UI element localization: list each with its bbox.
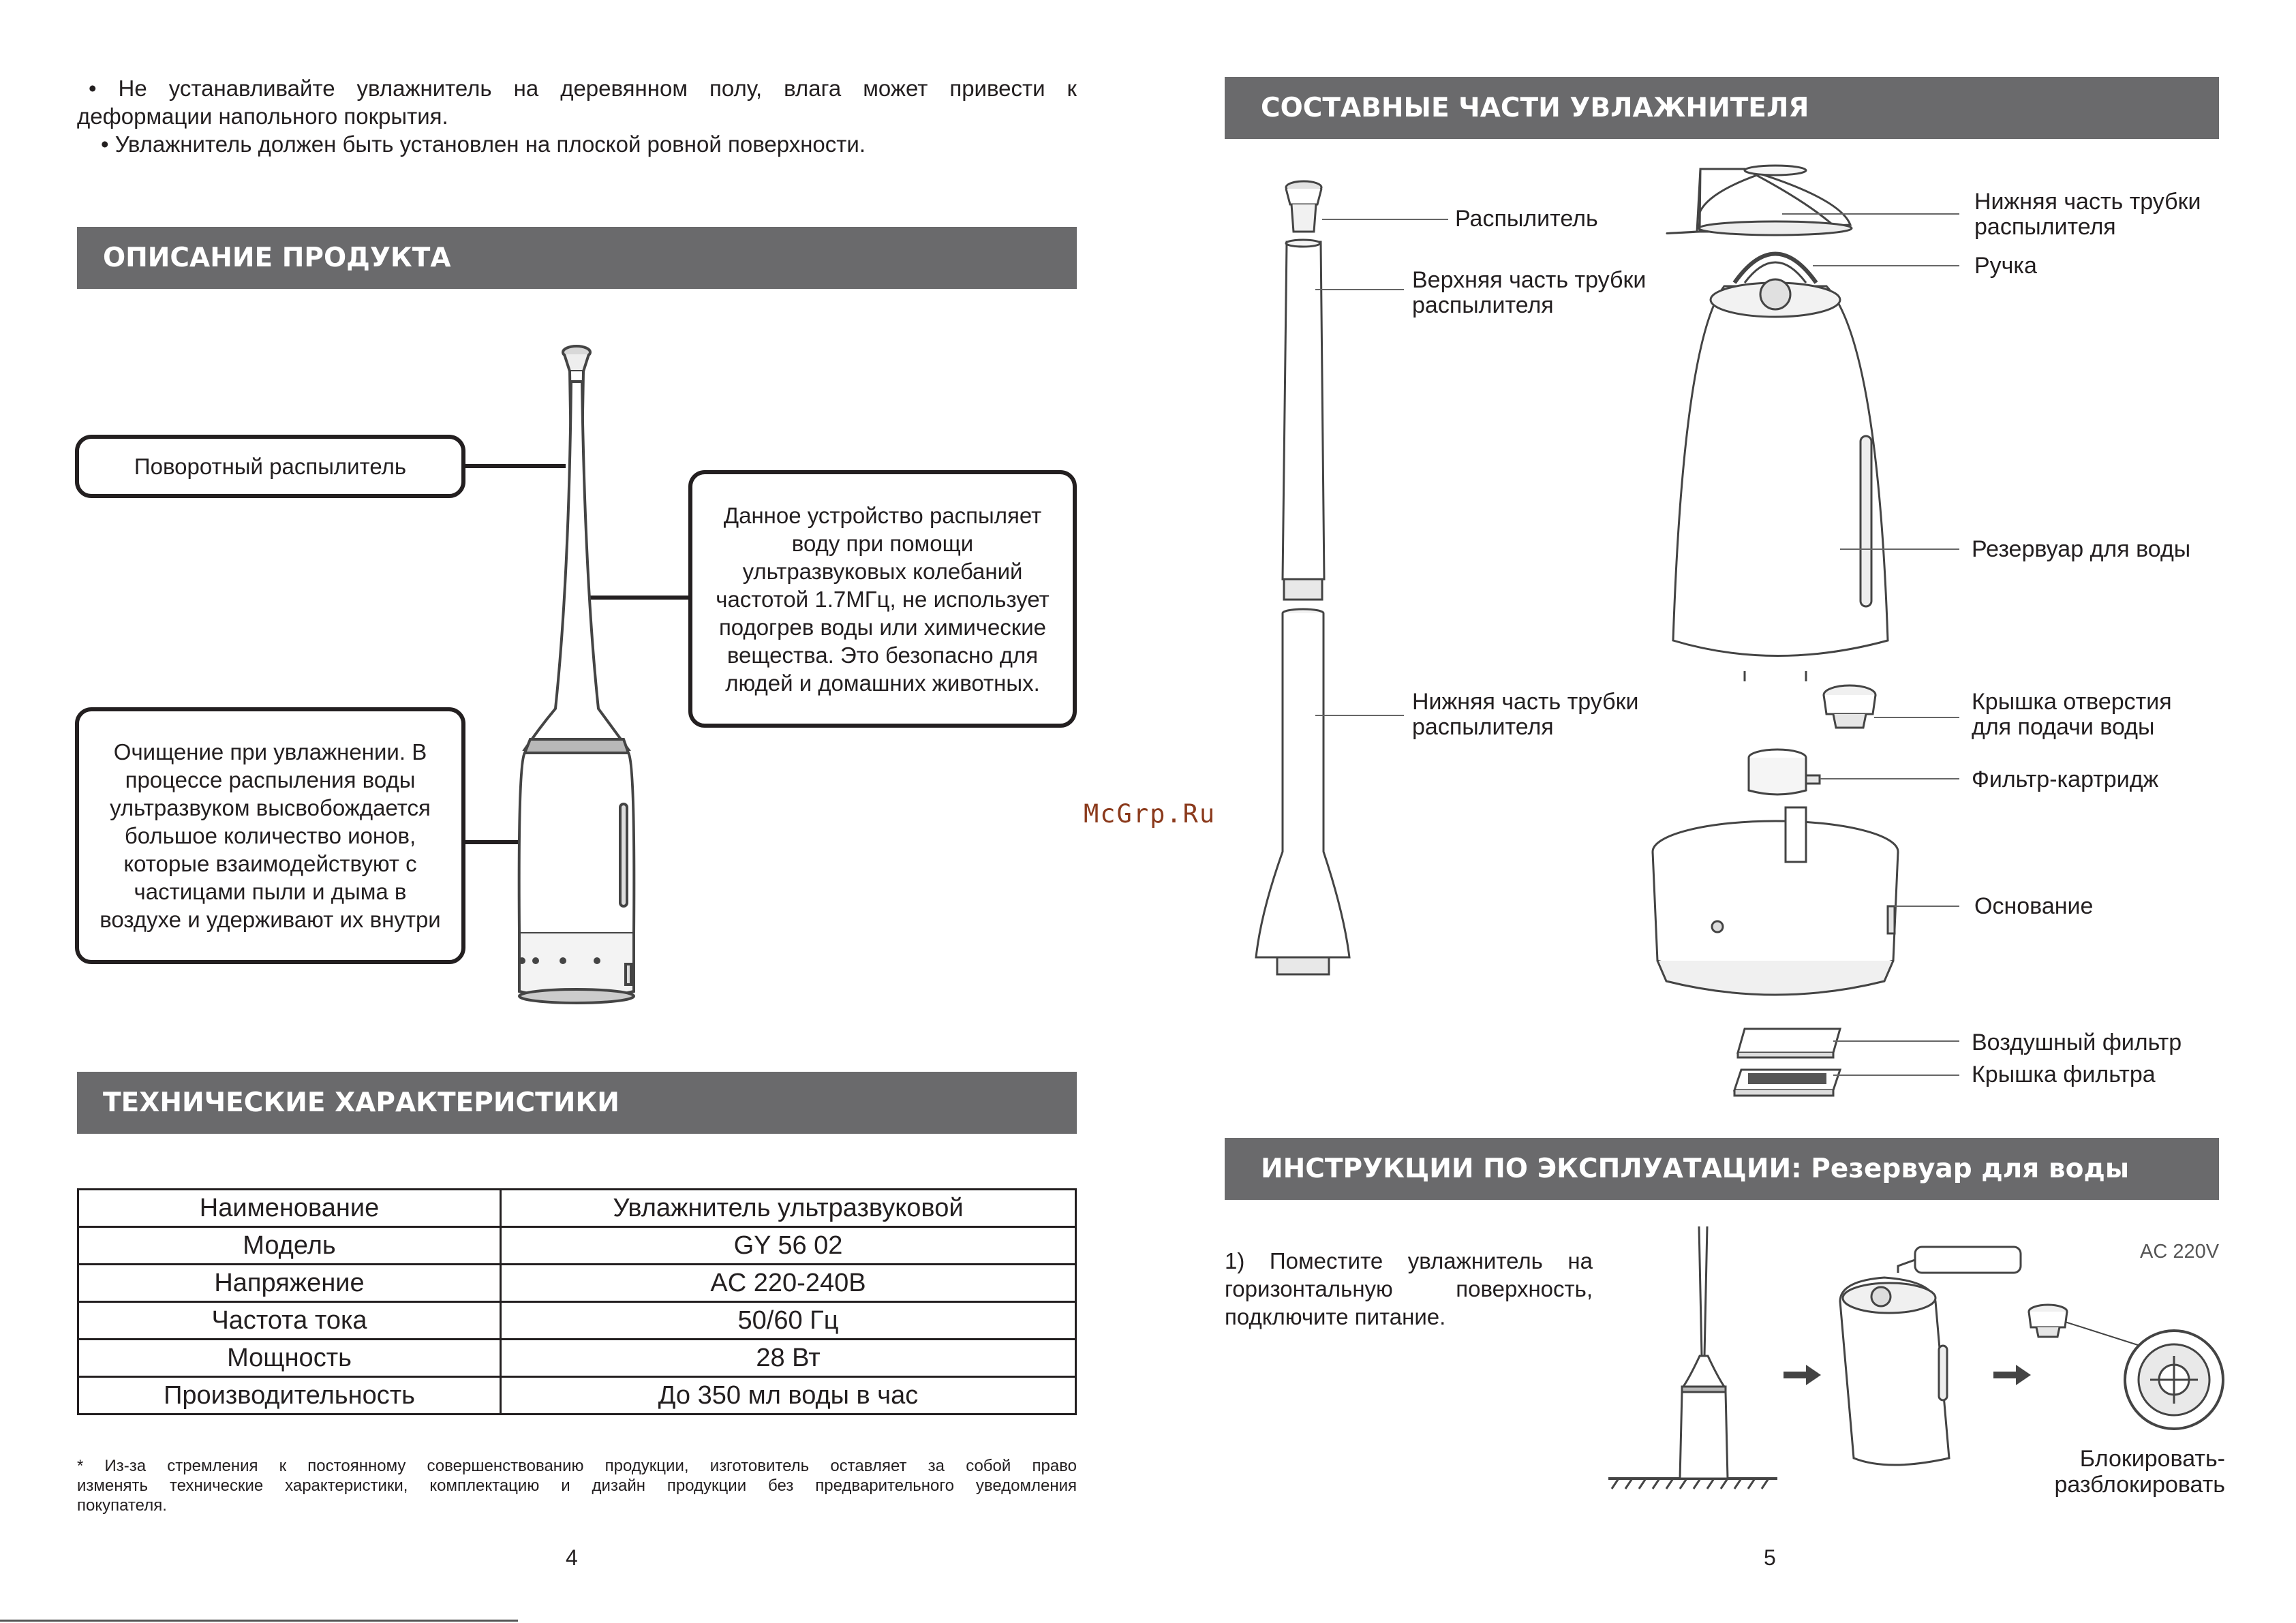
spec-name: Мощность — [78, 1340, 501, 1377]
label-sprayer: Распылитель — [1455, 206, 1598, 232]
filter-cover-icon — [1734, 1070, 1840, 1096]
callout-ionization-info — [75, 707, 465, 964]
callout-rotating-sprayer-text: Поворотный распылитель — [134, 454, 407, 479]
spec-name: Наименование — [78, 1190, 501, 1227]
upper-tube-icon — [1283, 240, 1324, 600]
lock-label-1: Блокировать- — [2079, 1446, 2225, 1472]
page-number-right: 5 — [1764, 1545, 1776, 1570]
base-unit-icon — [1653, 807, 1898, 995]
table-row — [78, 1302, 1076, 1340]
intro-line-1: • Не устанавливайте увлажнитель на деревянном полу, влага может привести к — [89, 76, 1077, 101]
label-tube-base-2: распылителя — [1974, 214, 2116, 240]
section-header-description — [77, 227, 1077, 289]
intro-line-2: деформации напольного покрытия. — [77, 104, 448, 129]
section-header-specs — [77, 1072, 1077, 1134]
label-fill-cap-1: Крышка отверстия — [1972, 689, 2172, 715]
arrow-right-icon — [1993, 1365, 2031, 1385]
label-lower-tube-2: распылителя — [1412, 714, 1554, 740]
spec-name: Напряжение — [78, 1265, 501, 1302]
table-row — [78, 1265, 1076, 1302]
bottom-edge-rule — [0, 1620, 518, 1622]
spec-name: Частота тока — [78, 1302, 501, 1340]
water-tank-icon — [1673, 254, 1888, 682]
section-header-instructions — [1225, 1138, 2219, 1200]
specs-table — [77, 1188, 1077, 1415]
callout-ultrasonic-info — [688, 470, 1077, 728]
spec-value: До 350 мл воды в час — [501, 1377, 1076, 1415]
lock-label-2: разблокировать — [2054, 1472, 2225, 1498]
lock-cap-icon — [2029, 1305, 2223, 1429]
spec-name: Производительность — [78, 1377, 501, 1415]
spec-name: Модель — [78, 1227, 501, 1265]
footnote-line-2: изменять технические характеристики, комплектацию и дизайн продукции без предварительного уведомления — [77, 1477, 1077, 1495]
tube-base-cap-icon — [1667, 166, 1852, 235]
label-tube-base-1: Нижняя часть трубки — [1974, 189, 2201, 215]
fill-cap-icon — [1824, 685, 1876, 728]
section-title-description: ОПИСАНИЕ ПРОДУКТА — [103, 243, 451, 273]
table-row — [78, 1340, 1076, 1377]
page-number-left: 4 — [566, 1545, 578, 1570]
spec-value: AC 220-240В — [501, 1265, 1076, 1302]
air-filter-icon — [1738, 1029, 1840, 1057]
table-row — [78, 1377, 1076, 1415]
label-fill-cap-2: для подачи воды — [1972, 714, 2155, 740]
voltage-label: AC 220V — [2140, 1241, 2220, 1263]
spec-value: Увлажнитель ультразвуковой — [501, 1190, 1076, 1227]
tank-filling-icon — [1840, 1247, 2021, 1465]
section-title-parts: СОСТАВНЫЕ ЧАСТИ УВЛАЖНИТЕЛЯ — [1261, 93, 1809, 123]
step1-line-3: подключите питание. — [1225, 1304, 1446, 1329]
section-header-parts — [1225, 77, 2219, 139]
step1-line-2: горизонтальную поверхность, — [1225, 1276, 1593, 1301]
label-upper-tube-1: Верхняя часть трубки — [1412, 267, 1647, 293]
label-upper-tube-2: распылителя — [1412, 292, 1554, 318]
table-row — [78, 1190, 1076, 1227]
label-handle: Ручка — [1974, 253, 2037, 279]
label-lower-tube-1: Нижняя часть трубки — [1412, 689, 1639, 715]
intro-line-3: • Увлажнитель должен быть установлен на плоской ровной поверхности. — [101, 132, 866, 157]
label-filter-cartridge: Фильтр-картридж — [1972, 767, 2159, 792]
label-air-filter: Воздушный фильтр — [1972, 1030, 2182, 1055]
section-title-instructions: ИНСТРУКЦИИ ПО ЭКСПЛУАТАЦИИ: Резервуар для воды — [1261, 1154, 2130, 1184]
arrow-right-icon — [1784, 1365, 1821, 1385]
step1-line-1: 1) Поместите увлажнитель на — [1225, 1248, 1593, 1273]
tall-humidifier-icon — [519, 346, 634, 1003]
callout-ultrasonic-text: Данное устройство распыляет воду при помощи ультразвуковых колебаний частотой 1.7МГц, не использует подогрев воды или химические вещества. Это безопасно для людей и домашних животных. — [716, 502, 1050, 696]
floor-hatch-icon — [1608, 1479, 1777, 1489]
callout-rotating-sprayer — [75, 435, 465, 498]
spec-value: 50/60 Гц — [501, 1302, 1076, 1340]
footnote-line-3: покупателя. — [77, 1496, 167, 1515]
label-base: Основание — [1974, 893, 2094, 919]
label-water-tank: Резервуар для воды — [1972, 536, 2191, 562]
table-row — [78, 1227, 1076, 1265]
watermark: McGrp.Ru — [1084, 799, 1216, 829]
section-title-specs: ТЕХНИЧЕСКИЕ ХАРАКТЕРИСТИКИ — [103, 1087, 619, 1118]
sprayer-part-icon — [1286, 181, 1321, 232]
small-humidifier-icon — [1680, 1226, 1728, 1479]
lower-tube-icon — [1256, 609, 1349, 974]
label-filter-cover: Крышка фильтра — [1972, 1062, 2156, 1087]
filter-cartridge-icon — [1749, 749, 1820, 794]
callout-ionization-text: Очищение при увлажнении. В процессе распыления воды ультразвуком высвобождается большое количество ионов, которые взаимодействуют с частицами пыли и дыма в воздухе и удерживают их внутри — [100, 739, 441, 932]
spec-value: 28 Вт — [501, 1340, 1076, 1377]
spec-value: GY 56 02 — [501, 1227, 1076, 1265]
footnote-line-1: * Из-за стремления к постоянному совершенствованию продукции, изготовитель оставляет за собой право — [77, 1457, 1077, 1475]
